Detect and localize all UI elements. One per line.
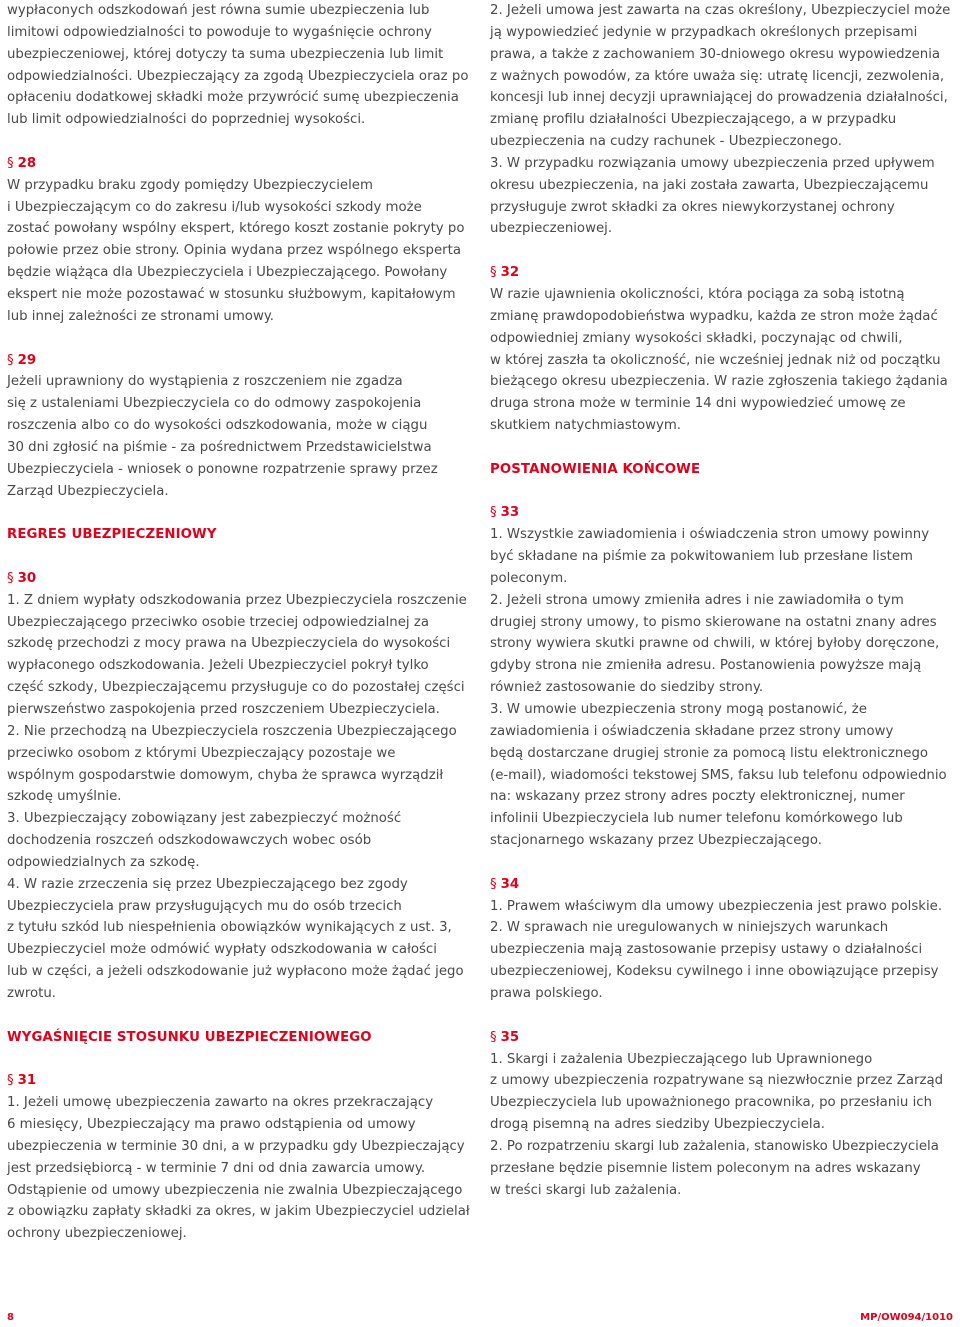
text-line: pierwszeństwo zaspokojenia przed roszczeniem Ubezpieczyciela.: [7, 702, 440, 717]
text-line: i Ubezpieczającym co do zakresu i/lub wysokości szkody może: [7, 199, 422, 215]
section-31-heading: § 31: [7, 1073, 37, 1089]
text-line: ubezpieczeniowej.: [490, 221, 613, 237]
text-line: 1. Wszystkie zawiadomienia i oświadczenia stron umowy powinny: [490, 527, 930, 543]
text-line: wypłaconych odszkodowań jest równa sumie ubezpieczenia lub: [7, 3, 430, 18]
text-line: będą dostarczane drugiej stronie za pomocą listu elektronicznego: [490, 745, 929, 761]
section-symbol: §: [490, 876, 497, 892]
text-line: zmianę prawdopodobieństwa wypadku, każda ze stron może żądać: [490, 308, 938, 324]
text-line: 3. W przypadku rozwiązania umowy ubezpieczenia przed upływem: [490, 155, 935, 171]
section-29-heading: § 29: [7, 352, 37, 368]
text-line: 2. Jeżeli umowa jest zawarta na czas określony, Ubezpieczyciel może: [490, 3, 951, 18]
text-line: W razie ujawnienia okoliczności, która pociąga za sobą istotną: [490, 286, 905, 302]
text-line: W przypadku braku zgody pomiędzy Ubezpieczycielem: [7, 177, 373, 193]
text-line: ekspert nie może pozostawać w stosunku służbowym, kapitałowym: [7, 286, 456, 302]
section-symbol: §: [7, 1073, 14, 1089]
text-line: zmianę profilu działalności Ubezpieczającego, a w przypadku: [490, 112, 897, 128]
text-line: 6 miesięcy, Ubezpieczający ma prawo odstąpienia od umowy: [7, 1117, 416, 1133]
text-line: 30 dni zgłosić na piśmie - za pośrednictwem Przedstawicielstwa: [7, 439, 432, 455]
section-35-heading: § 35: [490, 1029, 520, 1045]
section-symbol: §: [490, 1029, 497, 1045]
text-line: 4. W razie zrzeczenia się przez Ubezpieczającego bez zgody: [7, 876, 408, 892]
text-line: 1. Skargi i zażalenia Ubezpieczającego lub Uprawnionego: [490, 1051, 873, 1067]
text-line: (e-mail), wiadomości tekstowej SMS, faksu lub telefonu odpowiednio: [490, 767, 947, 783]
text-line: koncesji lub innej decyzji uprawniającej do prowadzenia działalności,: [490, 90, 948, 106]
text-line: ubezpieczeniowej, której dotyczy ta suma ubezpieczenia lub limit: [7, 46, 444, 62]
text-line: lub limit odpowiedzialności do poprzedniej wysokości.: [7, 112, 366, 128]
left-column: [7, 0, 475, 1245]
text-line: będzie wiążąca dla Ubezpieczyciela i Ubezpieczającego. Powołany: [7, 265, 448, 281]
right-column: [490, 0, 950, 1201]
section-34-heading: § 34: [490, 876, 520, 892]
text-line: na: wskazany przez strony adres poczty elektronicznej, numer: [490, 789, 905, 805]
text-line: wspólnym gospodarstwie domowym, chyba że sprawca wyrządził: [7, 767, 444, 783]
text-line: ubezpieczenia mają zastosowanie przepisy ustawy o działalności: [490, 942, 923, 958]
text-line: infolinii Ubezpieczyciela lub numer telefonu komórkowego lub: [490, 811, 903, 827]
section-32-text: [490, 284, 950, 437]
text-line: ubezpieczeniowej, Kodeksu cywilnego i inne obowiązujące przepisy: [490, 964, 939, 980]
text-line: druga strona może w terminie 14 dni wypowiedzieć umowę ze: [490, 396, 906, 412]
text-line: 3. Ubezpieczający zobowiązany jest zabezpieczyć możność: [7, 811, 402, 827]
text-line: roszczenia albo co do wysokości odszkodowania, może w ciągu: [7, 418, 428, 434]
text-line: zawiadomienia i oświadczenia składane przez strony umowy: [490, 723, 894, 739]
text-line: poleconym.: [490, 570, 568, 586]
text-line: również zastosowanie do siedziby strony.: [490, 680, 764, 696]
text-line: drogą pisemną na adres siedziby Ubezpieczyciela.: [490, 1117, 825, 1133]
text-line: być składane na piśmie za pokwitowaniem lub przesłane listem: [490, 549, 914, 565]
section-33-heading: § 33: [490, 505, 520, 521]
text-line: szkodę umyślnie.: [7, 789, 122, 805]
text-line: limitowi odpowiedzialności to powoduje to wygaśnięcie ochrony: [7, 24, 432, 40]
text-line: 1. Prawem właściwym dla umowy ubezpieczenia jest prawo polskie.: [490, 898, 943, 914]
section-32-heading: § 32: [490, 265, 520, 281]
text-line: część szkody, Ubezpieczającemu przysługuje co do pozostałej części: [7, 680, 465, 696]
text-line: 2. W sprawach nie uregulowanych w niniejszych warunkach: [490, 920, 889, 936]
text-line: odpowiedniej zmiany wysokości składki, poczynając od chwili,: [490, 330, 903, 346]
section-28-text: [7, 175, 475, 328]
text-line: z obowiązku zapłaty składki za okres, w jakim Ubezpieczyciel udzielał: [7, 1204, 470, 1220]
page-number: 8: [7, 1312, 14, 1323]
intro-paragraph: [7, 0, 475, 131]
section-symbol: §: [490, 265, 497, 281]
text-line: Ubezpieczyciela lub upoważnionego pracownika, po przesłaniu ich: [490, 1095, 933, 1111]
section-30-heading: § 30: [7, 570, 37, 586]
title-postanowienia: POSTANOWIENIA KOŃCOWE: [490, 461, 701, 477]
text-line: 2. Jeżeli strona umowy zmieniła adres i nie zawiadomiła o tym: [490, 592, 904, 608]
text-line: 3. W umowie ubezpieczenia strony mogą postanowić, że: [490, 702, 867, 717]
section-symbol: §: [7, 352, 14, 368]
text-line: z umowy ubezpieczenia rozpatrywane są niezwłocznie przez Zarząd: [490, 1073, 944, 1089]
text-line: odpowiedzialnych za szkodę.: [7, 854, 200, 870]
section-30-text: [7, 590, 475, 1005]
text-line: ubezpieczenia w terminie 30 dni, a w przypadku gdy Ubezpieczający: [7, 1138, 465, 1154]
text-line: zwrotu.: [7, 985, 57, 1001]
text-line: lub innej zależności ze stronami umowy.: [7, 308, 275, 324]
text-line: szkodę przechodzi z mocy prawa na Ubezpieczyciela do wysokości: [7, 636, 451, 652]
text-line: prawa, a także z zachowaniem 30-dniowego okresu wypowiedzenia: [490, 46, 941, 62]
text-line: ją wypowiedzieć jedynie w przypadkach określonych przepisami: [490, 24, 918, 40]
section-31-continued-text: [490, 0, 950, 240]
text-line: gdyby strona nie zmieniła adresu. Postanowienia powyższe mają: [490, 658, 922, 674]
text-line: Ubezpieczyciel może odmówić wypłaty odszkodowania w całości: [7, 942, 437, 958]
text-line: 1. Jeżeli umowę ubezpieczenia zawarto na okres przekraczający: [7, 1095, 434, 1111]
section-symbol: §: [490, 505, 497, 521]
text-line: skutkiem natychmiastowym.: [490, 418, 682, 434]
text-line: okresu ubezpieczenia, na jaki została zawarta, Ubezpieczającemu: [490, 177, 929, 193]
text-line: stacjonarnego wskazany przez Ubezpieczającego.: [490, 833, 822, 849]
text-line: z tytułu szkód lub niespełnienia obowiązków wynikających z ust. 3,: [7, 920, 452, 936]
section-33-text: [490, 524, 950, 852]
text-line: ubezpieczenia na cudzy rachunek - Ubezpieczonego.: [490, 134, 842, 150]
section-symbol: §: [7, 155, 14, 171]
text-line: przeciwko osobom z którymi Ubezpieczający pozostaje we: [7, 745, 396, 761]
section-35-text: [490, 1049, 950, 1202]
text-line: 2. Po rozpatrzeniu skargi lub zażalenia, stanowisko Ubezpieczyciela: [490, 1138, 939, 1154]
text-line: z ważnych powodów, za które uważa się: utratę licencji, zezwolenia,: [490, 68, 945, 84]
text-line: Ubezpieczyciela - wniosek o ponowne rozpatrzenie sprawy przez: [7, 461, 438, 477]
text-line: odpowiedzialności. Ubezpieczający za zgodą Ubezpieczyciela oraz po: [7, 68, 469, 84]
text-line: połowie przez obie strony. Opinia wydana przez wspólnego eksperta: [7, 243, 461, 259]
text-line: się z ustaleniami Ubezpieczyciela co do odmowy zaspokojenia: [7, 396, 422, 412]
section-34-text: [490, 896, 950, 1005]
section-28-heading: § 28: [7, 155, 37, 171]
text-line: bieżącego okresu ubezpieczenia. W razie zgłoszenia takiego żądania: [490, 374, 948, 390]
text-line: w której zaszła ta okoliczność, nie wcześniej jednak niż od początku: [490, 352, 941, 368]
text-line: przysługuje zwrot składki za okres niewykorzystanej ochrony: [490, 199, 895, 215]
text-line: lub w części, a jeżeli odszkodowanie już wypłacono może żądać jego: [7, 964, 464, 980]
text-line: przesłane będzie pisemnie listem poleconym na adres wskazany: [490, 1160, 921, 1176]
text-line: prawa polskiego.: [490, 985, 603, 1001]
text-line: ochrony ubezpieczeniowej.: [7, 1226, 187, 1242]
text-line: Jeżeli uprawniony do wystąpienia z roszczeniem nie zgadza: [7, 374, 403, 390]
text-line: 2. Nie przechodzą na Ubezpieczyciela roszczenia Ubezpieczającego: [7, 723, 457, 739]
text-line: zostać powołany wspólny ekspert, którego koszt zostanie pokryty po: [7, 221, 465, 237]
text-line: wypłaconego odszkodowania. Jeżeli Ubezpieczyciel pokrył tylko: [7, 658, 429, 674]
text-line: drugiej strony umowy, to pismo skierowane na ostatni znany adres: [490, 614, 937, 630]
section-31-text: [7, 1092, 475, 1245]
section-29-text: [7, 371, 475, 502]
section-symbol: §: [7, 570, 14, 586]
text-line: Ubezpieczającego przeciwko osobie trzeciej odpowiedzialnej za: [7, 614, 429, 630]
text-line: 1. Z dniem wypłaty odszkodowania przez Ubezpieczyciela roszczenie: [7, 592, 467, 608]
text-line: strony wywiera skutki prawne od chwili, w której byłoby doręczone,: [490, 636, 940, 652]
text-line: Zarząd Ubezpieczyciela.: [7, 483, 169, 499]
title-regres: REGRES UBEZPIECZENIOWY: [7, 527, 217, 543]
text-line: Ubezpieczyciela praw przysługujących mu do osób trzecich: [7, 898, 402, 914]
title-wygasniecie: WYGAŚNIĘCIE STOSUNKU UBEZPIECZENIOWEGO: [7, 1029, 372, 1045]
text-line: dochodzenia roszczeń odszkodowawczych wobec osób: [7, 833, 372, 849]
text-line: w treści skargi lub zażalenia.: [490, 1182, 682, 1198]
text-line: opłaceniu dodatkowej składki może przywrócić sumę ubezpieczenia: [7, 90, 459, 106]
document-code: MP/OW094/1010: [860, 1312, 953, 1323]
text-line: Odstąpienie od umowy ubezpieczenia nie zwalnia Ubezpieczającego: [7, 1182, 463, 1198]
text-line: jest przedsiębiorcą - w terminie 7 dni od dnia zawarcia umowy.: [7, 1160, 426, 1176]
